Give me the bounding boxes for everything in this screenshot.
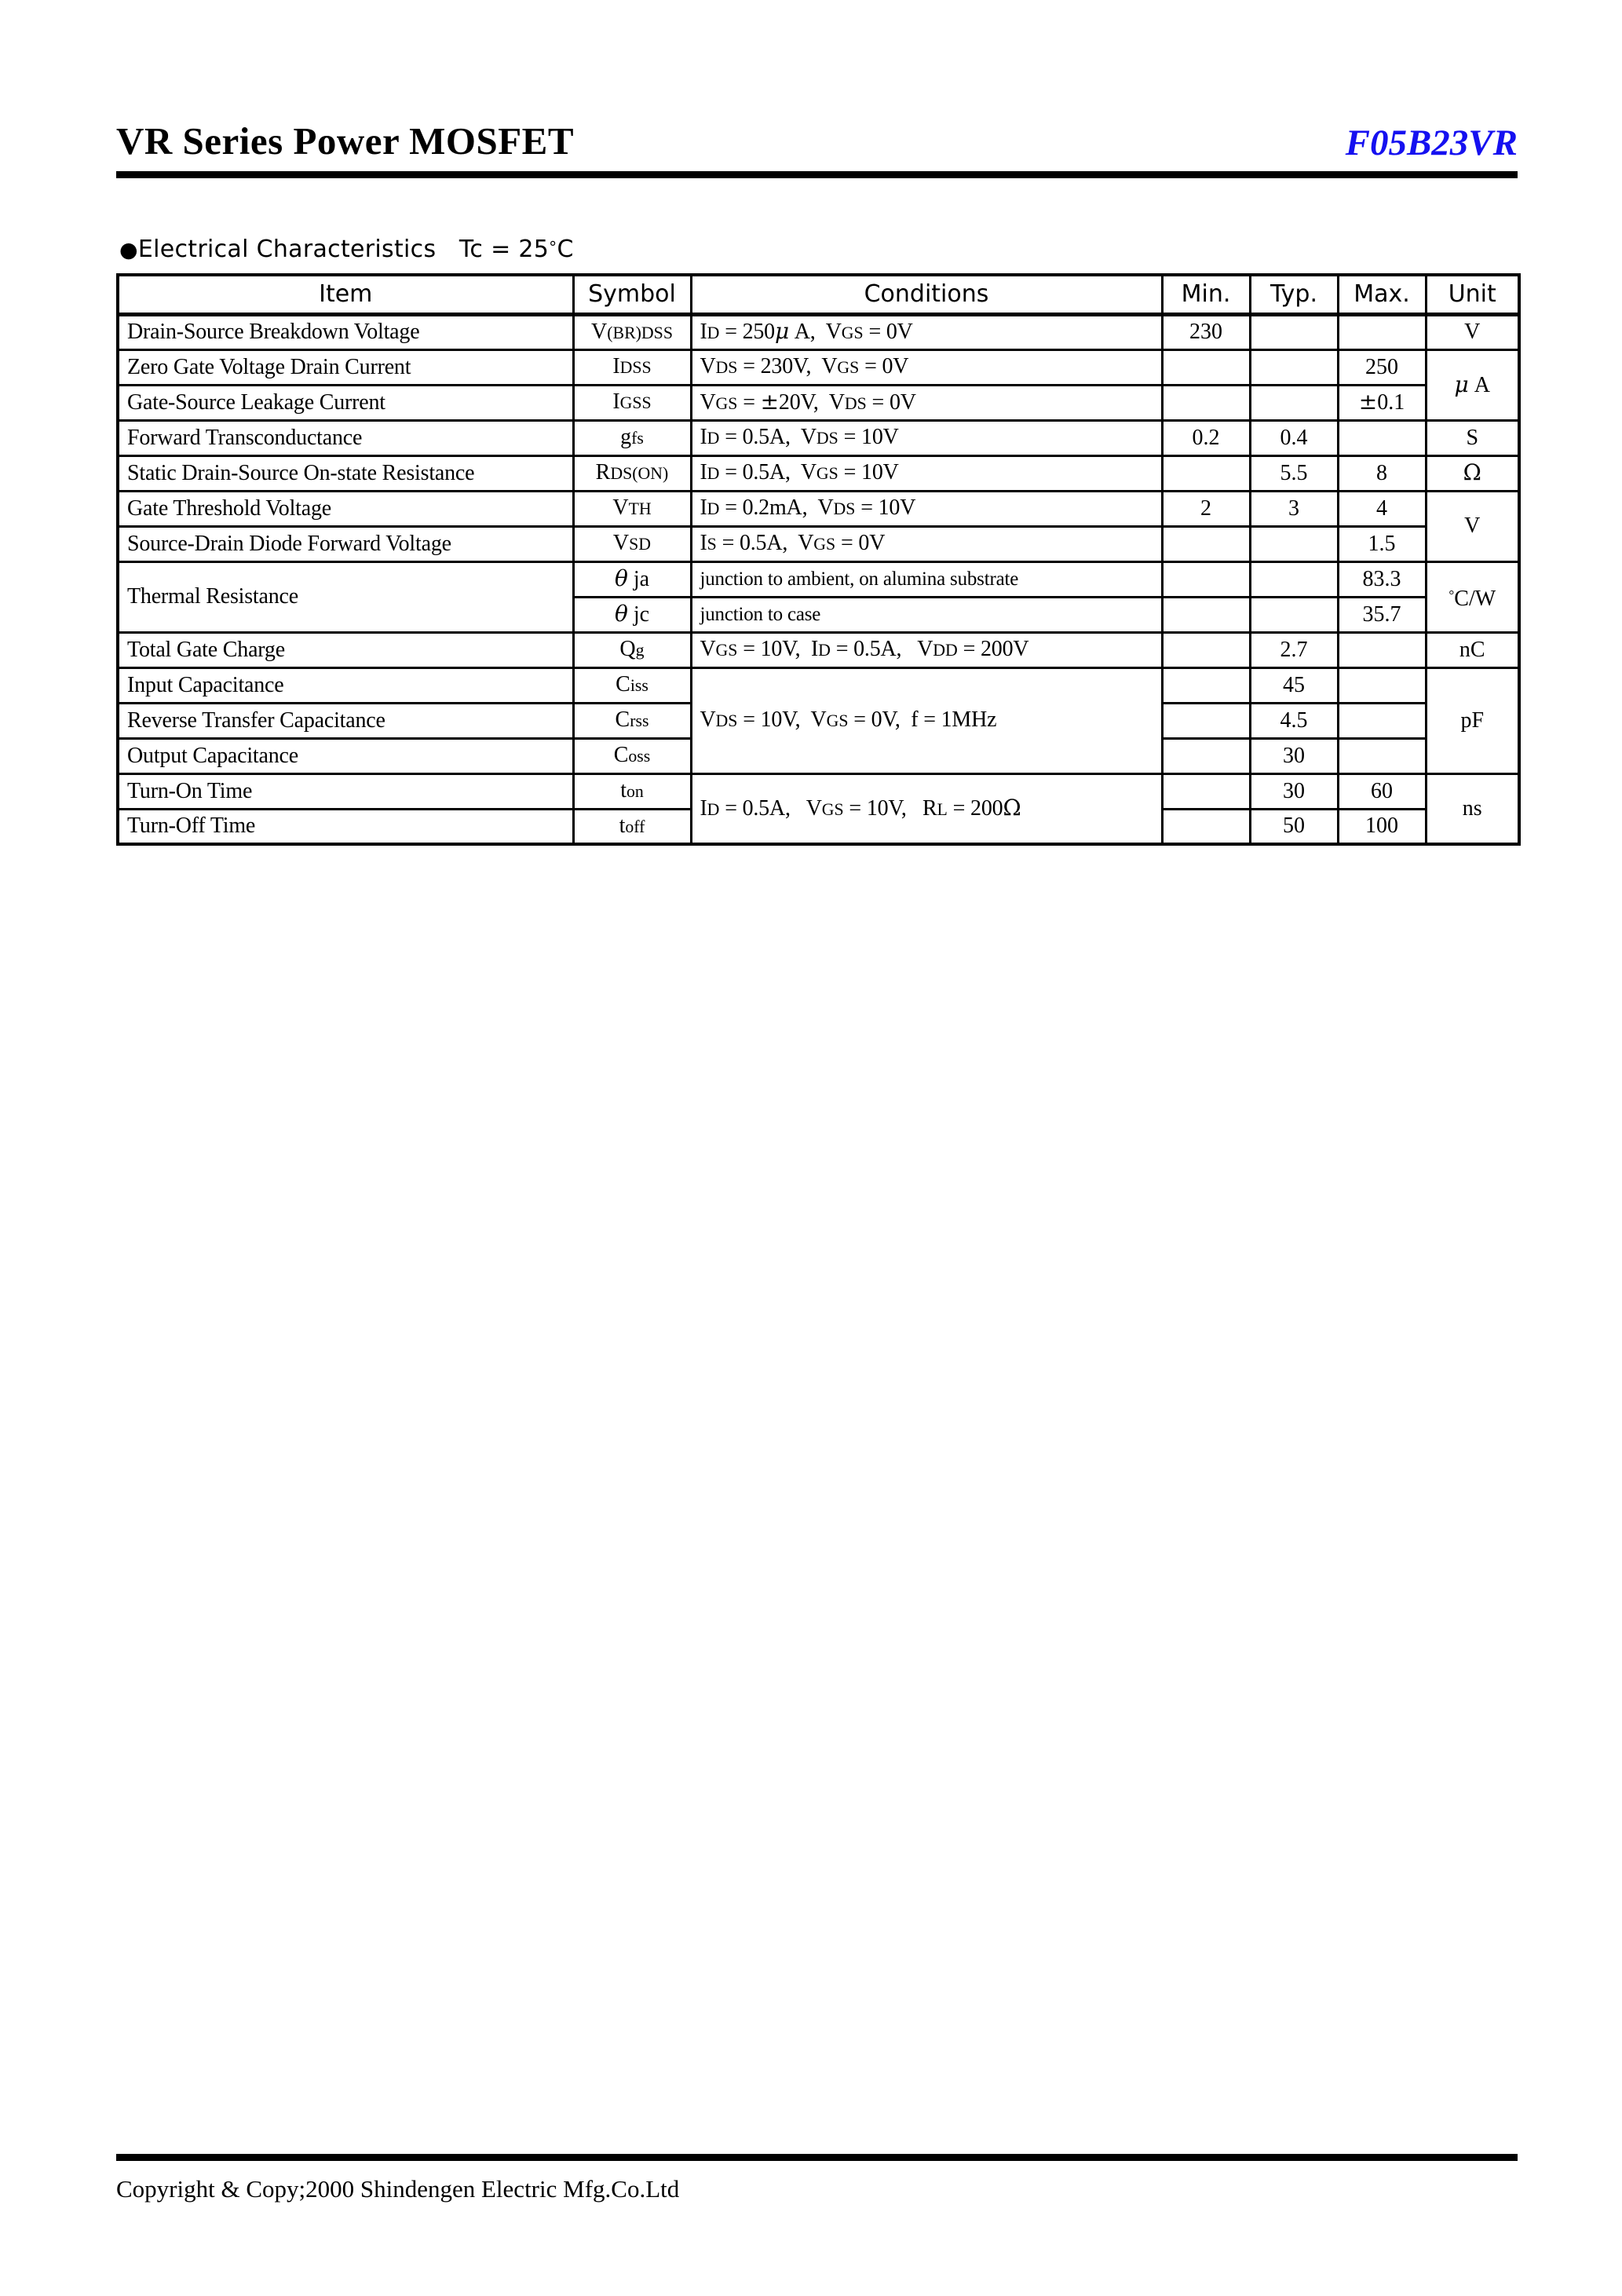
row-max: 100 [1338, 809, 1426, 844]
row-typ: 30 [1250, 773, 1338, 809]
row-conditions: ID = 0.5A, VGS = 10V [691, 455, 1162, 491]
row-min: 2 [1162, 491, 1250, 526]
row-min: 0.2 [1162, 420, 1250, 455]
row-max: 1.5 [1338, 526, 1426, 561]
row-min [1162, 349, 1250, 385]
table-row [118, 314, 1519, 349]
row-symbol: θ jc [573, 597, 691, 632]
row-conditions: VDS = 230V, VGS = 0V [691, 349, 1162, 385]
row-conditions: ID = 0.2mA, VDS = 10V [691, 491, 1162, 526]
row-item: Turn-On Time [118, 773, 573, 809]
row-symbol: Crss [573, 703, 691, 738]
row-min [1162, 667, 1250, 703]
degree-icon: ° [549, 238, 557, 257]
row-unit: S [1426, 420, 1519, 455]
row-symbol: VSD [573, 526, 691, 561]
row-typ: 3 [1250, 491, 1338, 526]
row-symbol: toff [573, 809, 691, 844]
row-min [1162, 455, 1250, 491]
row-max [1338, 420, 1426, 455]
column-header-unit: Unit [1426, 275, 1519, 314]
row-typ [1250, 526, 1338, 561]
row-conditions: ID = 0.5A, VDS = 10V [691, 420, 1162, 455]
row-typ [1250, 385, 1338, 420]
row-symbol: IDSS [573, 349, 691, 385]
row-symbol: θ ja [573, 561, 691, 597]
row-min [1162, 526, 1250, 561]
section-temperature: Tc = 25 [458, 236, 550, 263]
row-symbol: Coss [573, 738, 691, 773]
row-typ: 30 [1250, 738, 1338, 773]
row-symbol: Ciss [573, 667, 691, 703]
row-conditions: ID = 0.5A, VGS = 10V, RL = 200Ω [691, 773, 1162, 844]
row-item: Gate Threshold Voltage [118, 491, 573, 526]
row-symbol: ton [573, 773, 691, 809]
row-typ: 4.5 [1250, 703, 1338, 738]
row-typ [1250, 597, 1338, 632]
row-max [1338, 314, 1426, 349]
page-title: VR Series Power MOSFET [116, 119, 575, 163]
table-row [118, 455, 1519, 491]
section-temperature-unit: C [557, 236, 574, 263]
row-typ: 45 [1250, 667, 1338, 703]
row-min [1162, 773, 1250, 809]
column-header-min: Min. [1162, 275, 1250, 314]
section-heading-label: Electrical Characteristics [137, 236, 437, 263]
row-conditions: VDS = 10V, VGS = 0V, f = 1MHz [691, 667, 1162, 773]
row-unit: V [1426, 314, 1519, 349]
table-row [118, 632, 1519, 667]
row-conditions: junction to ambient, on alumina substrate [691, 561, 1162, 597]
row-max: 250 [1338, 349, 1426, 385]
part-number: F05B23VR [1345, 122, 1518, 163]
row-min [1162, 738, 1250, 773]
row-conditions: VGS = 10V, ID = 0.5A, VDD = 200V [691, 632, 1162, 667]
table-row [118, 420, 1519, 455]
row-item: Zero Gate Voltage Drain Current [118, 349, 573, 385]
row-item: Source-Drain Diode Forward Voltage [118, 526, 573, 561]
copyright-text: Copyright & Copy;2000 Shindengen Electric Mfg.Co.Ltd [116, 2175, 680, 2203]
row-typ [1250, 561, 1338, 597]
column-header-item: Item [118, 275, 573, 314]
bullet-icon: ● [119, 238, 138, 262]
table-row [118, 773, 1519, 809]
row-item: Static Drain-Source On-state Resistance [118, 455, 573, 491]
table-row [118, 667, 1519, 703]
row-symbol: V(BR)DSS [573, 314, 691, 349]
table-row [118, 526, 1519, 561]
row-typ [1250, 349, 1338, 385]
electrical-characteristics-table [116, 273, 1521, 846]
row-max: ±0.1 [1338, 385, 1426, 420]
row-item: Thermal Resistance [118, 561, 573, 632]
row-symbol: gfs [573, 420, 691, 455]
row-max [1338, 738, 1426, 773]
row-item: Output Capacitance [118, 738, 573, 773]
table-row [118, 385, 1519, 420]
row-unit: μ A [1426, 349, 1519, 420]
row-max: 83.3 [1338, 561, 1426, 597]
row-typ: 50 [1250, 809, 1338, 844]
table-row [118, 491, 1519, 526]
row-symbol: IGSS [573, 385, 691, 420]
row-unit: nC [1426, 632, 1519, 667]
row-symbol: Qg [573, 632, 691, 667]
column-header-typ: Typ. [1250, 275, 1338, 314]
row-symbol: RDS(ON) [573, 455, 691, 491]
column-header-conditions: Conditions [691, 275, 1162, 314]
electrical-characteristics-table-wrap [116, 273, 1518, 846]
row-min [1162, 809, 1250, 844]
row-max [1338, 632, 1426, 667]
row-item: Reverse Transfer Capacitance [118, 703, 573, 738]
page-header [116, 118, 1518, 204]
row-item: Gate-Source Leakage Current [118, 385, 573, 420]
row-max: 35.7 [1338, 597, 1426, 632]
table-header-row [118, 275, 1519, 314]
row-min [1162, 561, 1250, 597]
row-conditions: VGS = ±20V, VDS = 0V [691, 385, 1162, 420]
row-max [1338, 667, 1426, 703]
row-item: Total Gate Charge [118, 632, 573, 667]
table-row [118, 349, 1519, 385]
row-unit: pF [1426, 667, 1519, 773]
row-typ: 2.7 [1250, 632, 1338, 667]
column-header-max: Max. [1338, 275, 1426, 314]
row-item: Forward Transconductance [118, 420, 573, 455]
row-max [1338, 703, 1426, 738]
section-heading [119, 232, 574, 265]
row-typ: 0.4 [1250, 420, 1338, 455]
row-unit: V [1426, 491, 1519, 561]
row-conditions: junction to case [691, 597, 1162, 632]
row-typ [1250, 314, 1338, 349]
row-unit: °C/W [1426, 561, 1519, 632]
row-unit: Ω [1426, 455, 1519, 491]
row-min: 230 [1162, 314, 1250, 349]
row-item: Drain-Source Breakdown Voltage [118, 314, 573, 349]
row-max: 4 [1338, 491, 1426, 526]
row-conditions: ID = 250μ A, VGS = 0V [691, 314, 1162, 349]
row-typ: 5.5 [1250, 455, 1338, 491]
header-divider [116, 171, 1518, 178]
row-unit: ns [1426, 773, 1519, 844]
table-row [118, 561, 1519, 597]
row-max: 8 [1338, 455, 1426, 491]
row-item: Input Capacitance [118, 667, 573, 703]
row-min [1162, 597, 1250, 632]
row-min [1162, 703, 1250, 738]
row-max: 60 [1338, 773, 1426, 809]
column-header-symbol: Symbol [573, 275, 691, 314]
footer-divider [116, 2154, 1518, 2161]
row-min [1162, 632, 1250, 667]
row-conditions: IS = 0.5A, VGS = 0V [691, 526, 1162, 561]
row-symbol: VTH [573, 491, 691, 526]
row-item: Turn-Off Time [118, 809, 573, 844]
row-min [1162, 385, 1250, 420]
